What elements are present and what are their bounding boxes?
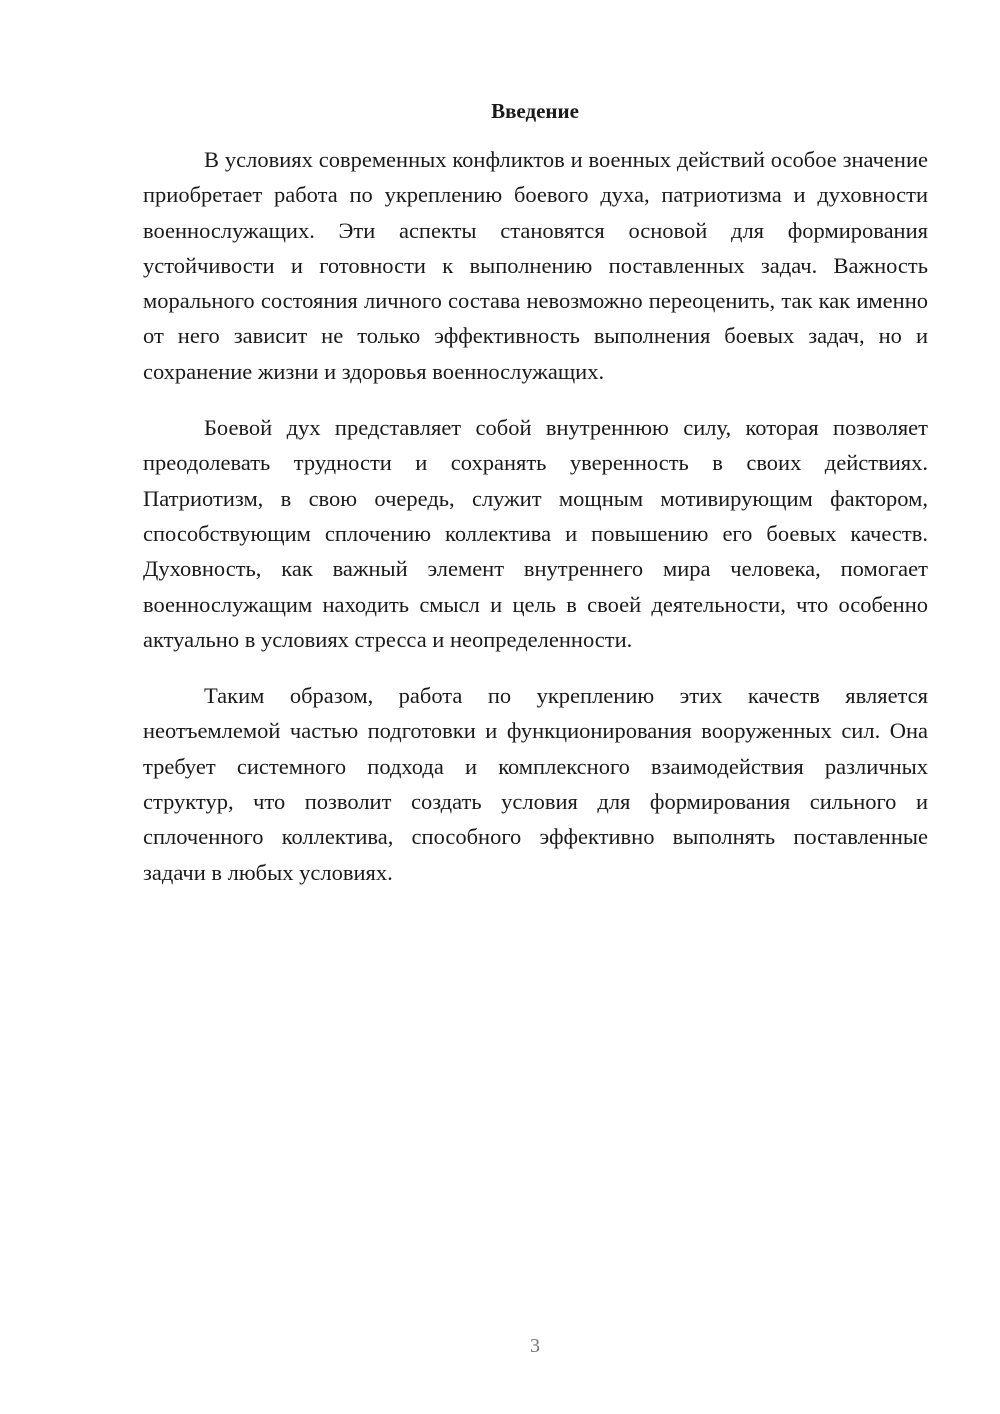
section-title: Введение	[491, 99, 579, 123]
paragraph-3: Таким образом, работа по укреплению этих качеств является неотъемлемой частью подготовки и функционирования вооруженных сил. Она требует системного подхода и комплексного взаимодействия различных структур, что позволит создать условия для формирования сильного и сплоченного коллектива, способного эффективно выполнять поставленные задачи в любых условиях.	[143, 683, 928, 885]
body-text	[143, 142, 928, 911]
paragraph-1: В условиях современных конфликтов и военных действий особое значение приобретает работа по укреплению боевого духа, патриотизма и духовности военнослужащих. Эти аспекты становятся основой для формирования устойчивости и готовности к выполнению поставленных задач. Важность морального состояния личного состава невозможно переоценить, так как именно от него зависит не только эффективность выполнения боевых задач, но и сохранение жизни и здоровья военнослужащих.	[143, 147, 928, 384]
page-number: 3	[530, 1335, 540, 1357]
paragraph-2: Боевой дух представляет собой внутреннюю силу, которая позволяет преодолевать трудности и сохранять уверенность в своих действиях. Патриотизм, в свою очередь, служит мощным мотивирующим фактором, способствующим сплочению коллектива и повышению его боевых качеств. Духовность, как важный элемент внутреннего мира человека, помогает военнослужащим находить смысл и цель в своей деятельности, что особенно актуально в условиях стресса и неопределенности.	[143, 415, 928, 652]
